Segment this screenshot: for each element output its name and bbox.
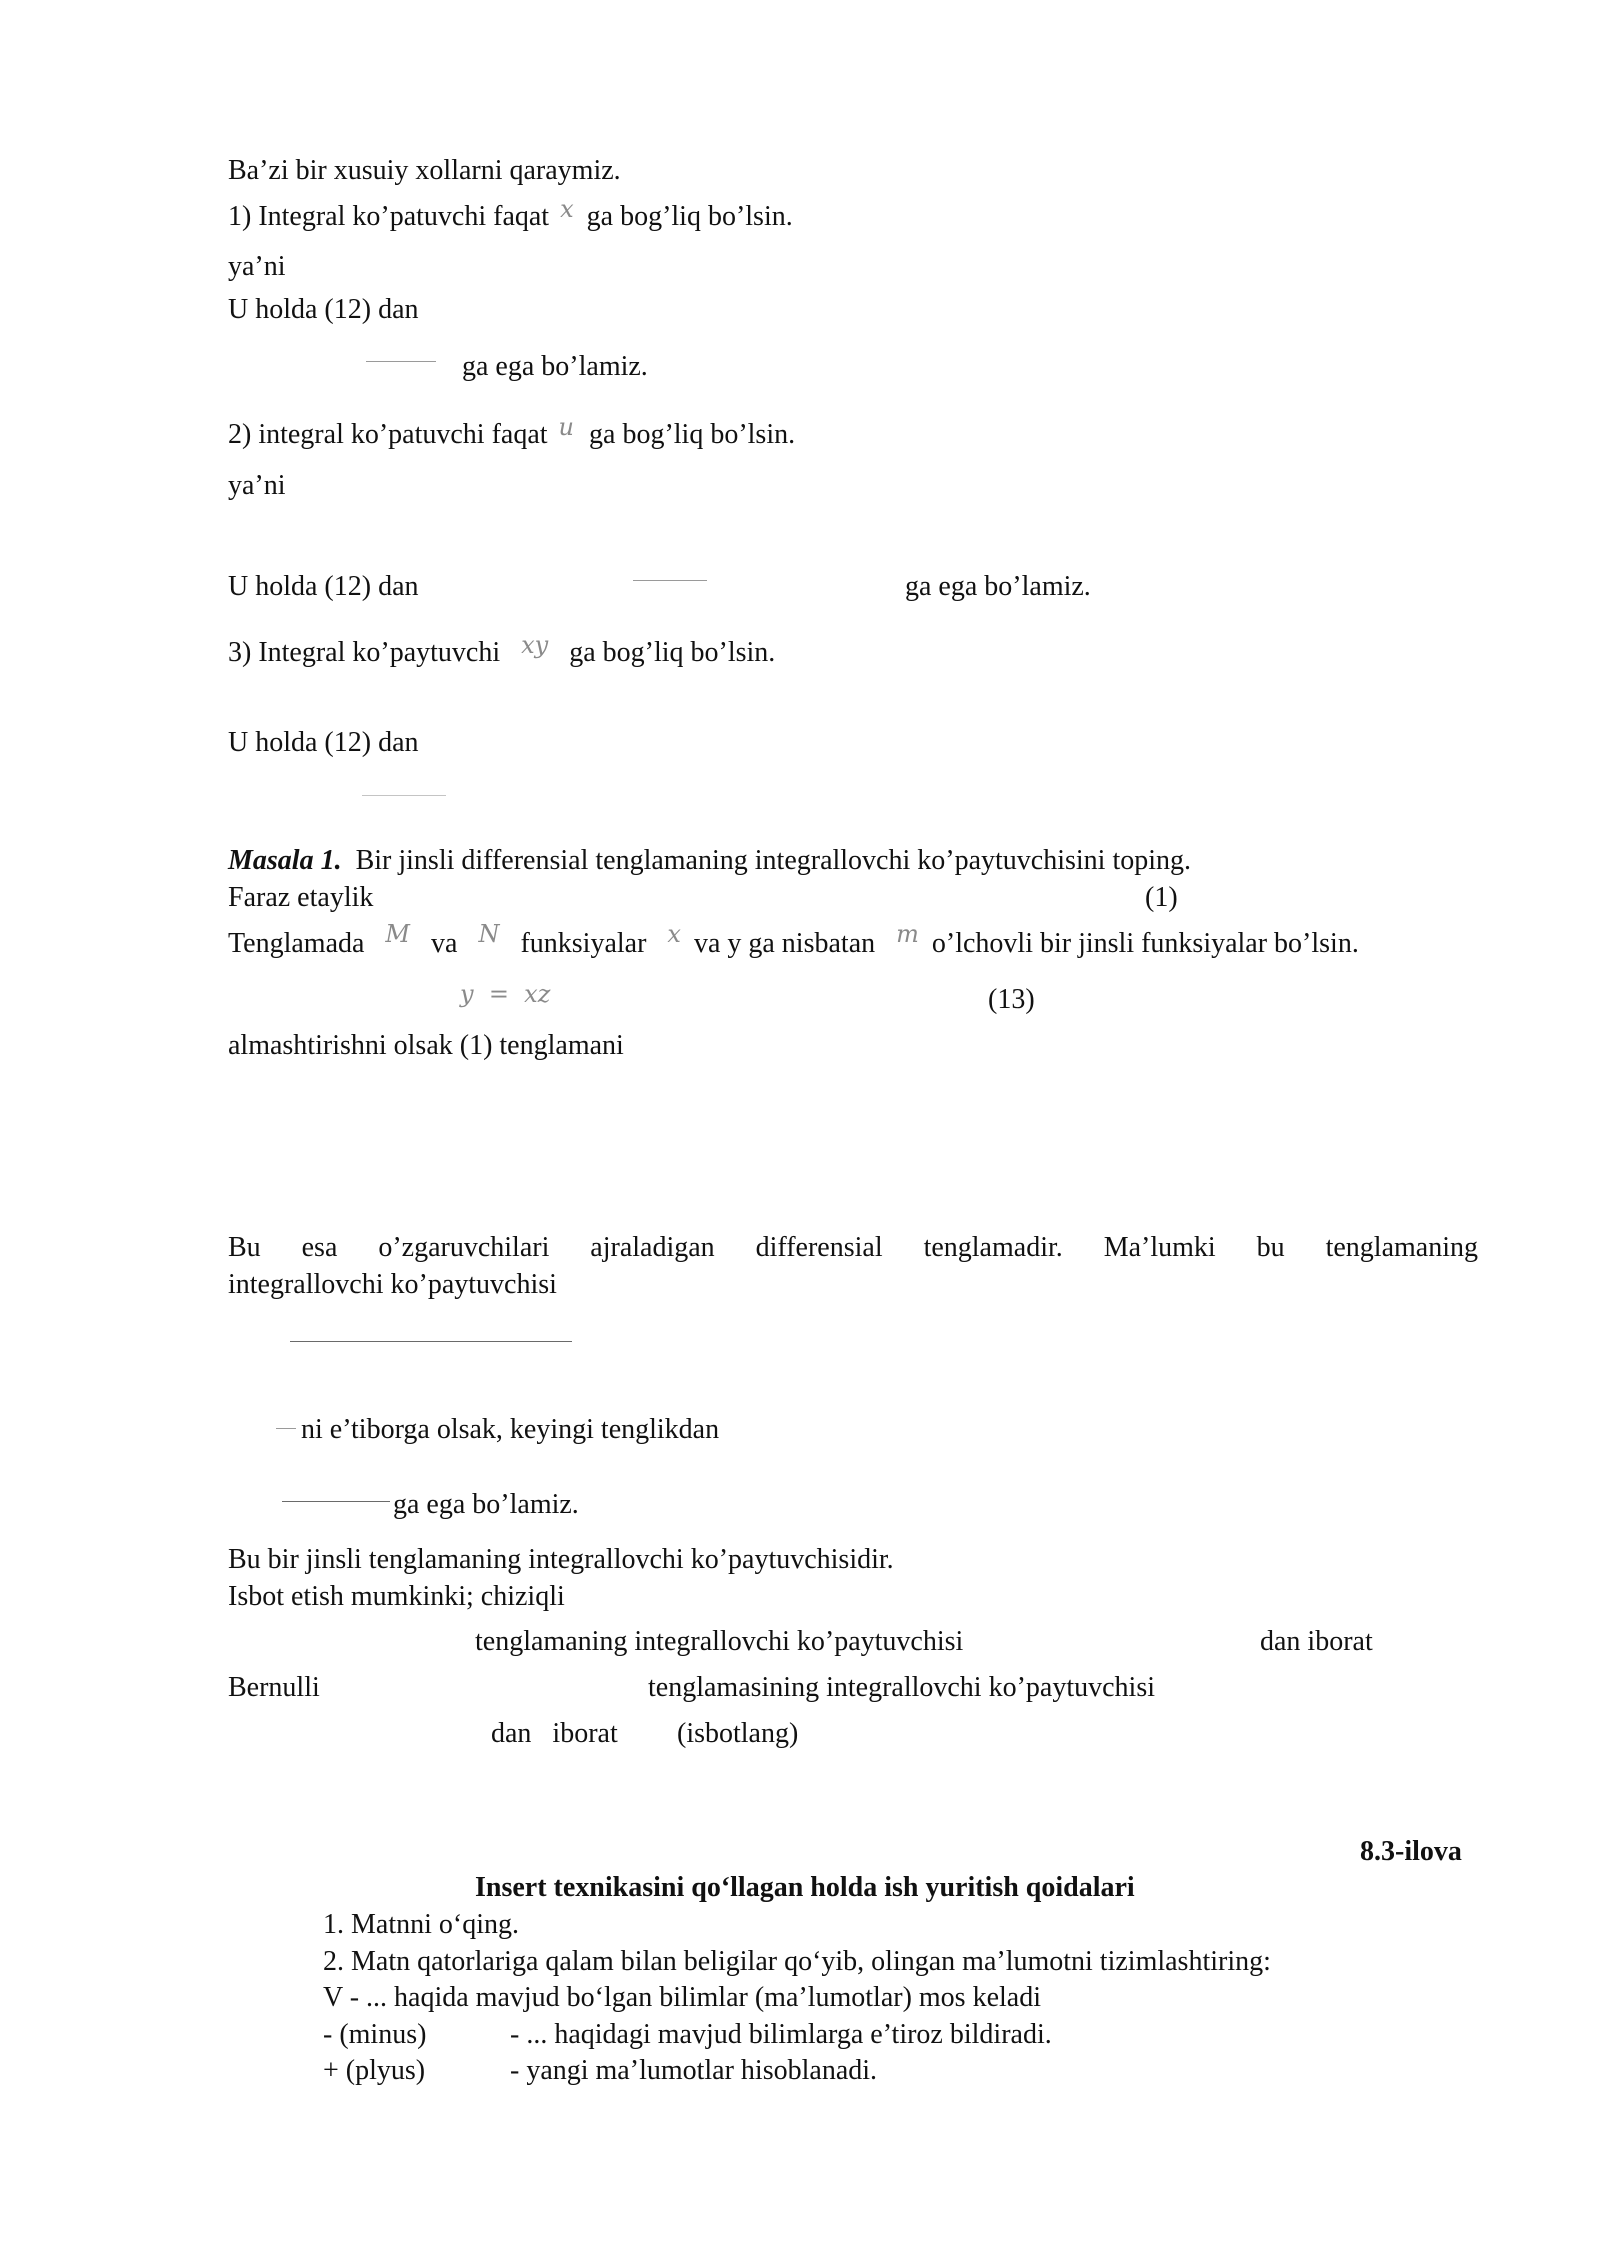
math-var-m: m — [896, 920, 919, 948]
rule-item-1: 1. Matnni o‘qing. — [323, 1909, 519, 1940]
bu-esa-line-2: integrallovchi ko’paytuvchisi — [228, 1269, 557, 1300]
gaega-3: ga ega bo’lamiz. — [393, 1489, 579, 1520]
bu-bir-line: Bu bir jinsli tenglamaning integrallovchi ko’paytuvchisidir. — [228, 1544, 894, 1575]
uholda-3: U holda (12) dan — [228, 727, 419, 758]
masala-label: Masala 1. — [228, 845, 342, 876]
tenglamasining-text: tenglamasining integrallovchi ko’paytuvchisi — [648, 1672, 1155, 1703]
gaega-2: ga ega bo’lamiz. — [905, 571, 1091, 602]
case1-line — [228, 195, 793, 234]
isbot-line: Isbot etish mumkinki; chiziqli — [228, 1581, 565, 1612]
math-var-x: x — [560, 195, 574, 223]
almashtirish-line: almashtirishni olsak (1) tenglamani — [228, 1030, 624, 1061]
bu-esa-line-1: Bu esa o’zgaruvchilari ajraladigan differensial tenglamadir. Ma’lumki bu tenglamaning — [228, 1232, 1478, 1263]
rule-v-line: V - ... haqida mavjud bo‘lgan bilimlar (ma’lumotlar) mos keladi — [323, 1982, 1041, 2013]
substitution-formula: y = xz — [460, 980, 551, 1008]
intro-line: Ba’zi bir xusuiy xollarni qaraymiz. — [228, 155, 621, 186]
text-fragment: funksiyalar — [520, 928, 647, 959]
case1-before: 1) Integral ko’patuvchi faqat — [228, 201, 550, 232]
tenglamaning-text: tenglamaning integrallovchi ko’paytuvchisi — [475, 1626, 964, 1657]
text-fragment: Tenglamada — [228, 928, 365, 959]
math-var-N: N — [478, 920, 500, 948]
faraz-line: Faraz etaylik — [228, 882, 374, 913]
appendix-title: Insert texnikasini qo‘llagan holda ish yuritish qoidalari — [475, 1872, 1135, 1903]
fraction-bar — [290, 1341, 572, 1342]
dan-iborat-1: dan iborat — [1260, 1626, 1373, 1657]
rule-plus-text: - yangi ma’lumotlar hisoblanadi. — [510, 2055, 878, 2086]
rule-minus-label: - (minus) — [323, 2019, 427, 2050]
rule-item-2: 2. Matn qatorlariga qalam bilan beligilar qo‘yib, olingan ma’lumotni tizimlashtiring: — [323, 1946, 1271, 1977]
math-var-u: u — [558, 413, 575, 441]
case2-line — [228, 413, 796, 452]
formula-placeholder-line — [362, 795, 446, 796]
formula-placeholder-line — [366, 361, 436, 362]
gaega-1: ga ega bo’lamiz. — [462, 351, 648, 382]
math-var-xy: xy — [521, 631, 549, 659]
rule-minus-text: - ... haqidagi mavjud bilimlarga e’tiroz bildiradi. — [510, 2019, 1052, 2050]
case2-before: 2) integral ko’patuvchi faqat — [228, 419, 548, 450]
appendix-label: 8.3-ilova — [1360, 1836, 1462, 1867]
masala-text: Bir jinsli differensial tenglamaning integrallovchi ko’paytuvchisini toping. — [355, 845, 1192, 876]
rule-plus-label: + (plyus) — [323, 2055, 426, 2086]
tenglamada-line — [228, 920, 1359, 961]
text-fragment: o’lchovli bir jinsli funksiyalar bo’lsin. — [931, 928, 1359, 959]
case2-after: ga bog’liq bo’lsin. — [589, 419, 796, 450]
bernulli-label: Bernulli — [228, 1672, 320, 1703]
dan-iborat-2: dan iborat — [491, 1718, 618, 1749]
formula-placeholder-line — [633, 580, 707, 581]
yani-1: ya’ni — [228, 251, 286, 282]
equation-number-13: (13) — [988, 984, 1035, 1015]
fraction-bar — [276, 1428, 296, 1429]
case3-line — [228, 631, 776, 670]
fraction-bar — [282, 1501, 390, 1502]
uholda-2: U holda (12) dan — [228, 571, 419, 602]
equation-number-1: (1) — [1145, 882, 1178, 913]
text-fragment: va y ga nisbatan — [693, 928, 876, 959]
math-var-M: M — [385, 920, 410, 948]
case3-after: ga bog’liq bo’lsin. — [569, 637, 776, 668]
math-var-x: x — [667, 920, 681, 948]
uholda-1: U holda (12) dan — [228, 294, 419, 325]
case3-before: 3) Integral ko’paytuvchi — [228, 637, 501, 668]
ni-etibor-line: ni e’tiborga olsak, keyingi tenglikdan — [301, 1414, 720, 1445]
isbotlang: (isbotlang) — [677, 1718, 799, 1749]
masala-line — [228, 844, 1191, 878]
yani-2: ya’ni — [228, 470, 286, 501]
text-fragment: va — [431, 928, 458, 959]
case1-after: ga bog’liq bo’lsin. — [586, 201, 793, 232]
